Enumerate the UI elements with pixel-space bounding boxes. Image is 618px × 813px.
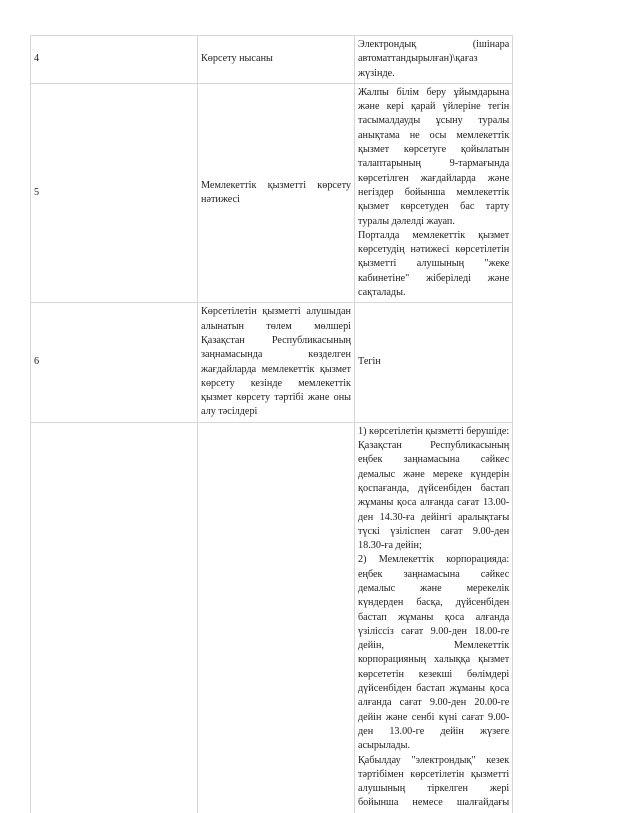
text-line: қызмет көрсетуден бас тарту: [358, 201, 510, 213]
text-line: кабинетіне" жіберіледі және: [358, 272, 510, 284]
text-line: дейін, Мемлекеттік: [358, 640, 510, 652]
text-line: Қазақстан Республикасының: [358, 440, 510, 452]
value-paragraph: [358, 754, 509, 811]
text-line: 18.30-ға дейін;: [358, 540, 422, 552]
text-line: анықтама не осы мемлекеттік: [358, 129, 510, 141]
value-paragraph: [358, 86, 509, 229]
text-line: күндерден басқа, дүйсенбіден: [358, 597, 510, 609]
text-line: Мемлекеттік қызметті көрсету: [201, 179, 351, 191]
row-value-cell: [355, 422, 513, 813]
text-line: тасымалдауды ұсыну туралы: [358, 115, 510, 127]
row-number: 4: [34, 53, 40, 65]
text-line: алушының тіркелген жері: [358, 783, 510, 795]
row-value-cell: [355, 36, 513, 84]
text-line: көрсететін кезекші бөлімдері: [358, 668, 510, 680]
row-value-cell: [355, 83, 513, 302]
text-line: демалыс және мерекелік: [358, 582, 510, 594]
table-row: [31, 83, 513, 302]
text-line: корпорацияның халыққа қызмет: [358, 654, 510, 666]
text-line: жүзінде.: [358, 67, 395, 79]
row-label-cell: [198, 303, 355, 422]
text-line: Жалпы білім беру ұйымдарына: [358, 86, 510, 98]
text-line: алғанда сағат 9.00-ден 20.00-ге: [358, 697, 510, 709]
text-line: автоматтандырылған)\қағаз: [358, 53, 478, 65]
text-line: бойынша немесе шалғайдағы: [358, 797, 510, 809]
value-paragraph: [358, 229, 509, 300]
text-line: негіздер бойынша мемлекеттік: [358, 186, 510, 198]
value-paragraph: [358, 425, 509, 554]
text-line: қызмет көрсету тәртібі және оны: [201, 392, 351, 404]
text-line: Көрсету нысаны: [201, 53, 273, 65]
text-line: қызмет көрсетуге қойылатын: [358, 144, 510, 156]
text-line: түскі үзіліспен сағат 9.00-ден: [358, 525, 510, 537]
row-value-cell: [355, 303, 513, 422]
text-line: қоспағанда, дүйсенбіден бастап: [358, 482, 510, 494]
text-line: нәтижесі: [201, 194, 240, 206]
service-standard-table: [30, 35, 513, 813]
row-number-cell: [31, 36, 198, 84]
row-number-cell: [31, 83, 198, 302]
row-number: 5: [34, 186, 40, 198]
text-line: 1) көрсетілетін қызметті берушіде:: [358, 425, 510, 437]
row-label-cell: [198, 83, 355, 302]
text-line: еңбек заңнамасына сәйкес: [358, 568, 510, 580]
text-line: Электрондық (ішінара: [358, 39, 510, 50]
text-line: жұманы қоса алғанда сағат 13.00-: [358, 497, 510, 509]
text-line: көрсетілген жағдайларда және: [358, 172, 510, 184]
text-line: алынатын төлем мөлшері: [201, 320, 351, 332]
text-line: көрсетудің нәтижесі көрсетілетін: [358, 244, 510, 256]
value-paragraph: [358, 355, 509, 369]
text-line: демалыс және мереке күндерін: [358, 468, 510, 480]
text-line: туралы дәлелді жауап.: [358, 215, 455, 227]
text-line: еңбек заңнамасына сәйкес: [358, 454, 510, 466]
text-line: 2) Мемлекеттік корпорацияда:: [358, 554, 510, 566]
table-row: [31, 303, 513, 422]
text-line: асырылады.: [358, 740, 411, 752]
text-line: жағдайларда мемлекеттік қызмет: [201, 363, 351, 375]
text-line: Қазақстан Республикасының: [201, 334, 351, 346]
text-line: ден 13.00-ге дейін жүзеге: [358, 725, 510, 737]
row-number-cell: [31, 422, 198, 813]
table-row: [31, 36, 513, 84]
text-line: және кері қарай үйлеріне тегін: [358, 101, 510, 113]
text-line: үзіліссіз сағат 9.00-ден 18.00-ге: [358, 625, 510, 637]
row-number-cell: [31, 303, 198, 422]
table-row: [31, 422, 513, 813]
text-line: талаптарының 9-тармағында: [358, 158, 510, 170]
text-line: Тегін: [358, 356, 381, 368]
text-line: Порталда мемлекеттік қызмет: [358, 229, 510, 241]
text-line: сақталады.: [358, 287, 406, 299]
text-line: заңнамасында көзделген: [201, 349, 351, 361]
text-line: алу тәсілдері: [201, 406, 258, 418]
text-line: көрсету кезінде мемлекеттік: [201, 377, 351, 389]
row-label-cell: [198, 422, 355, 813]
text-line: Қабылдау "электрондық" кезек: [358, 754, 510, 766]
text-line: Көрсетілетін қызметті алушыдан: [201, 306, 351, 318]
text-line: қызметті алушының "жеке: [358, 258, 510, 270]
value-paragraph: [358, 38, 509, 81]
text-line: ден 14.30-ға дейінгі аралықтағы: [358, 511, 510, 523]
row-label-cell: [198, 36, 355, 84]
text-line: бастап жұманы қоса алғанда: [358, 611, 510, 623]
text-line: дүйсенбіден бастап жұманы қоса: [358, 683, 510, 695]
text-line: тәртібімен көрсетілетін қызметті: [358, 768, 510, 780]
text-line: дейін және сенбі күні сағат 9.00-: [358, 711, 510, 723]
row-number: 6: [34, 356, 40, 368]
value-paragraph: [358, 553, 509, 753]
